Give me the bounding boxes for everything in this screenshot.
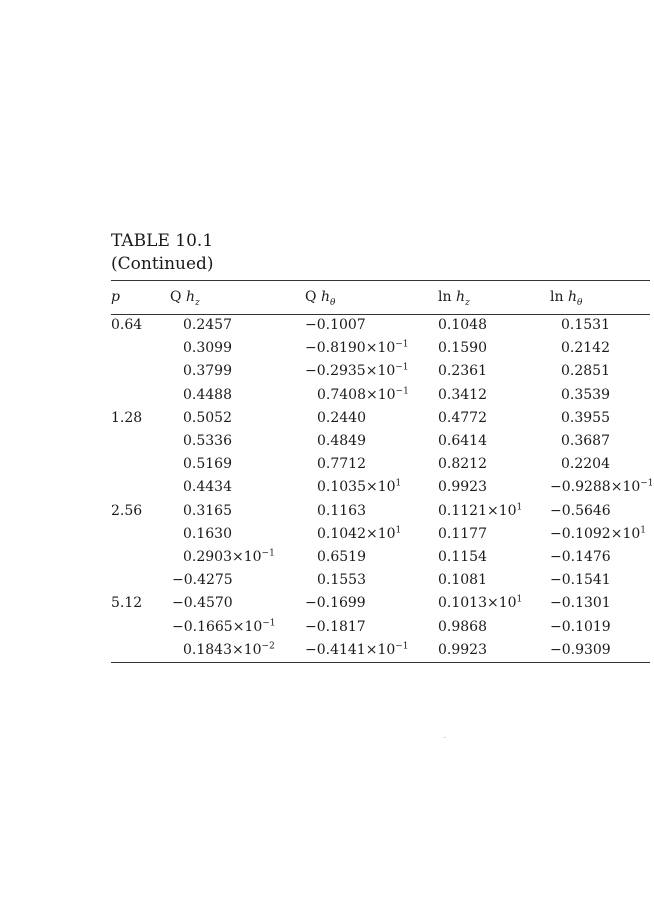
table-row [0,315,650,338]
cell-qhz-value: 0.4434 [183,479,232,496]
cell-qht [317,408,366,428]
cell-qht-value: 0.7408×10 [317,386,396,403]
table-caption [111,230,214,276]
cell-qhz-value: 0.4488 [183,386,232,403]
cell-p-value: 5.12 [111,595,143,612]
table-row [0,477,654,500]
scan-speck [444,737,446,738]
cell-lnht [550,524,646,544]
cell-qht-value: 0.1163 [317,502,366,519]
cell-lnhz [438,593,522,613]
cell-lnht [561,385,610,405]
cell-lnhz-value: 0.9868 [438,618,487,635]
cell-qht-value: −0.1699 [305,595,366,612]
header-p: p [111,289,120,305]
cell-lnht [550,477,654,497]
cell-qhz-exponent: −1 [261,548,275,559]
cell-qhz-exponent: −2 [261,641,275,652]
cell-lnht [550,593,611,613]
cell-qht-value: 0.2440 [317,409,366,426]
cell-qhz [183,547,275,567]
cell-qhz-value: 0.5169 [183,456,232,473]
cell-lnhz [438,361,487,381]
cell-lnht-value: −0.1301 [550,595,611,612]
cell-lnhz [438,524,487,544]
cell-lnhz [438,640,487,660]
cell-p [111,408,142,428]
cell-qhz-value: 0.1843×10 [183,641,262,658]
cell-qht-value: 0.4849 [317,433,366,449]
cell-qhz [183,385,232,405]
cell-qht-value: 0.1042×10 [317,525,396,542]
cell-qht [305,315,366,335]
cell-lnht-value: −0.1019 [550,618,611,635]
cell-qhz-value: 0.5052 [183,409,232,426]
bottom-rule [111,662,650,663]
cell-lnht [561,315,610,335]
cell-lnhz-value: 0.4772 [438,409,487,426]
cell-qhz [183,315,232,335]
cell-qht [317,501,366,521]
cell-qhz-exponent: −1 [262,617,276,628]
cell-qhz-value: 0.3799 [183,363,232,380]
cell-qht-exponent: 1 [395,525,402,536]
table-subtitle: (Continued) [111,254,214,274]
cell-qht [305,617,366,637]
header-ln-hz: $\ln h_z$ [438,289,470,308]
cell-lnht [561,361,610,381]
table-row [0,361,650,384]
cell-lnhz-value: 0.3412 [438,386,487,403]
cell-lnhz-value: 0.1177 [438,525,487,542]
cell-lnht [550,570,611,590]
cell-p-value: 0.64 [111,317,143,333]
cell-qht-value: 0.7712 [317,456,366,473]
cell-lnht-value: −0.9288×10 [550,479,641,496]
cell-qht-value: −0.8190×10 [305,340,396,357]
cell-qht-exponent: 1 [395,478,402,489]
cell-lnht-value: 0.2142 [561,340,610,357]
cell-lnhz [438,431,487,451]
top-rule [111,280,650,281]
table-row [0,385,650,408]
cell-qhz [183,640,275,660]
cell-qht [317,570,366,590]
cell-lnhz-value: 0.9923 [438,641,487,658]
cell-lnht-value: 0.3539 [561,386,610,403]
header-q-htheta: Q $h_\theta$ [305,289,336,308]
table-row [0,617,650,640]
cell-qhz-value: −0.4275 [172,572,233,589]
cell-lnhz [438,617,487,637]
cell-lnht [550,547,611,567]
cell-lnhz-exponent: 1 [516,501,523,512]
cell-qhz-value: 0.5336 [183,433,232,449]
cell-lnht [561,431,610,451]
cell-lnhz [438,547,487,567]
cell-qhz-value: 0.2903×10 [183,549,262,565]
cell-p-value: 2.56 [111,502,143,519]
table-row [0,431,650,454]
cell-qhz [172,593,233,613]
cell-lnht-value: 0.1531 [561,317,610,333]
table-row [0,454,650,477]
cell-lnhz-value: 0.9923 [438,479,487,496]
cell-lnhz-exponent: 1 [516,594,523,605]
cell-p [111,501,142,521]
cell-lnht [550,640,611,660]
cell-qhz [183,431,232,451]
cell-qht [317,524,401,544]
table-row [0,524,650,547]
cell-qht-value: −0.4141×10 [305,641,396,658]
cell-qht-value: 0.1035×10 [317,479,396,496]
cell-lnhz-value: 0.1013×10 [438,595,517,612]
header-ln-htheta: $\ln h_\theta$ [550,289,583,308]
cell-lnht-value: −0.9309 [550,641,611,658]
cell-lnhz [438,477,487,497]
cell-qhz-value: −0.1665×10 [172,618,263,635]
cell-qht [317,385,409,405]
cell-lnhz [438,338,487,358]
cell-lnhz-value: 0.1121×10 [438,502,517,519]
cell-lnht-value: −0.5646 [550,502,611,519]
cell-lnht-value: 0.2204 [561,456,610,473]
cell-qhz [183,408,232,428]
cell-qhz-value: −0.4570 [172,595,233,612]
cell-lnhz [438,315,487,335]
table-row [0,338,650,361]
cell-lnht-value: −0.1476 [550,549,611,565]
cell-lnht-exponent: −1 [640,478,654,489]
cell-lnhz-value: 0.1048 [438,317,487,333]
cell-lnht [550,617,611,637]
cell-qhz [183,524,232,544]
cell-lnhz-value: 0.2361 [438,363,487,380]
cell-qht-value: −0.1817 [305,618,366,635]
table-row [0,501,650,524]
cell-lnht [561,338,610,358]
cell-qht-exponent: −1 [395,385,409,396]
cell-p [111,315,142,335]
cell-qht-exponent: −1 [395,362,409,373]
cell-lnht-exponent: 1 [640,525,646,536]
cell-qhz [183,454,232,474]
cell-lnhz [438,408,487,428]
cell-qht [305,593,366,613]
cell-qhz-value: 0.2457 [183,317,232,333]
cell-p [111,593,142,613]
header-q-hz: Q $h_z$ [170,289,200,308]
cell-lnht-value: −0.1541 [550,572,611,589]
cell-lnht-value: −0.1092×10 [550,525,641,542]
cell-qht [317,477,401,497]
cell-lnht [561,408,610,428]
cell-qhz [172,617,276,637]
cell-lnht [561,454,610,474]
cell-lnhz-value: 0.1081 [438,572,487,589]
cell-lnht-value: 0.2851 [561,363,610,380]
table-title: TABLE 10.1 [111,231,214,251]
cell-qht [317,547,366,567]
cell-qht-exponent: −1 [395,339,409,350]
table-row [0,570,650,593]
cell-qht-value: 0.1553 [317,572,366,589]
cell-qht-value: 0.6519 [317,549,366,565]
cell-qhz-value: 0.3099 [183,340,232,357]
cell-qht [305,361,409,381]
cell-qhz [172,570,233,590]
cell-lnhz [438,385,487,405]
table-row [0,408,650,431]
cell-qhz [183,477,232,497]
cell-lnhz-value: 0.1154 [438,549,487,565]
cell-qhz-value: 0.1630 [183,525,232,542]
cell-lnht [550,501,611,521]
cell-qht-exponent: −1 [395,641,409,652]
cell-lnht-value: 0.3955 [561,409,610,426]
cell-lnhz [438,570,487,590]
cell-qht [317,454,366,474]
table-row [0,593,650,616]
table-row [0,547,650,570]
cell-lnhz-value: 0.1590 [438,340,487,357]
cell-qhz [183,501,232,521]
cell-lnht-value: 0.3687 [561,433,610,449]
cell-p-value: 1.28 [111,409,143,426]
cell-lnhz-value: 0.6414 [438,433,487,449]
header-row [0,287,650,309]
cell-qhz [183,361,232,381]
cell-qht [305,640,409,660]
cell-qht [305,338,409,358]
cell-lnhz [438,454,487,474]
cell-qhz-value: 0.3165 [183,502,232,519]
cell-qht-value: −0.1007 [305,317,366,333]
cell-qht-value: −0.2935×10 [305,363,396,380]
cell-lnhz-value: 0.8212 [438,456,487,473]
table-row [0,640,650,663]
cell-lnhz [438,501,522,521]
cell-qhz [183,338,232,358]
cell-qht [317,431,366,451]
